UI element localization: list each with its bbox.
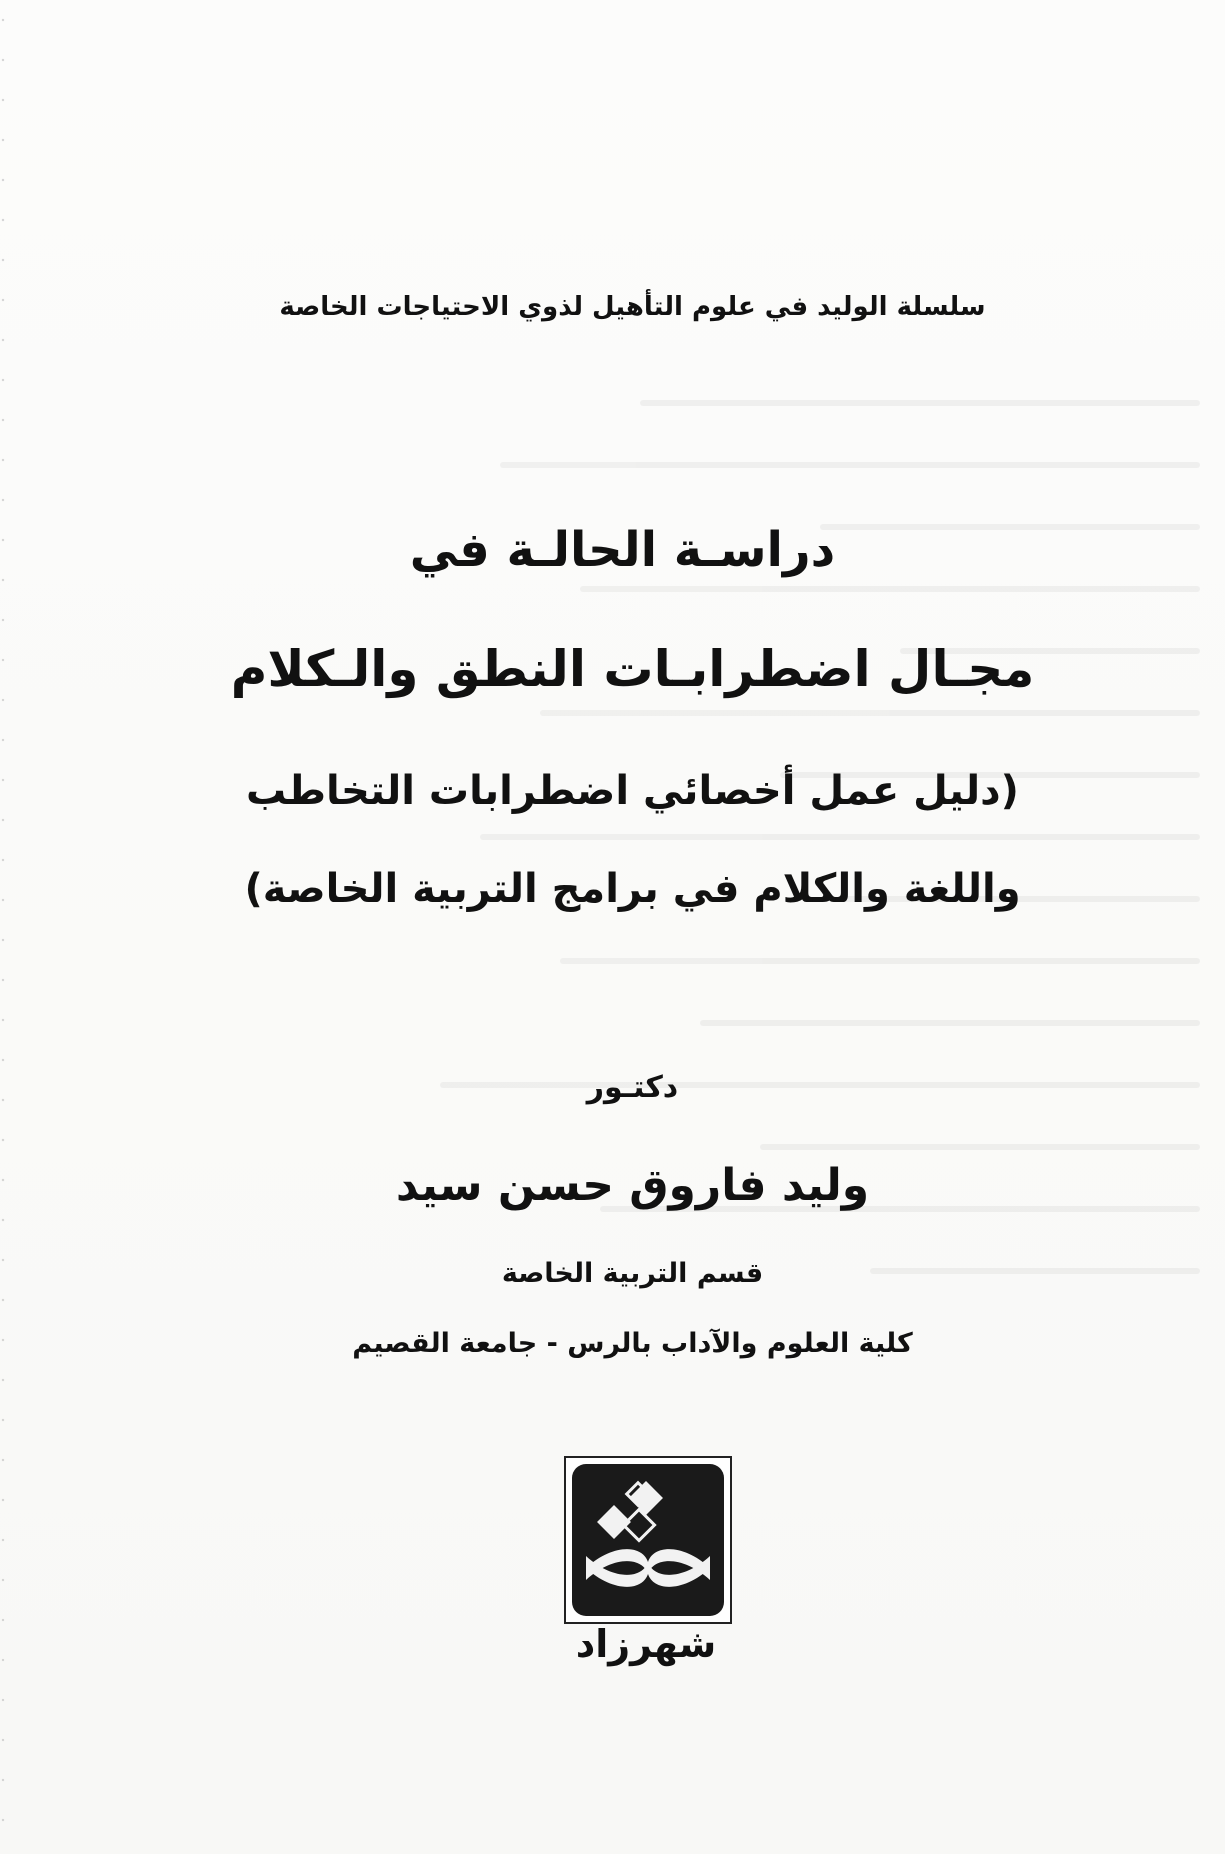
binding-edge	[0, 0, 6, 1854]
publisher-logo	[560, 1456, 732, 1666]
publisher-emblem-icon	[572, 1464, 724, 1616]
publisher-logo-icon	[572, 1464, 724, 1616]
publisher-logo-frame	[564, 1456, 732, 1624]
series-title: سلسلة الوليد في علوم التأهيل لذوي الاحتياجات الخاصة	[279, 292, 986, 322]
author-title: دكتـور	[586, 1070, 679, 1105]
book-title-line-2: مجـال اضطرابـات النطق والـكلام	[230, 640, 1035, 698]
book-title-line-1: دراسـة الحالـة في	[409, 522, 836, 578]
publisher-name: شهرزاد	[575, 1622, 717, 1666]
author-department: قسم التربية الخاصة	[501, 1258, 764, 1289]
book-subtitle-line-2: واللغة والكلام في برامج التربية الخاصة)	[244, 866, 1021, 912]
author-college: كلية العلوم والآداب بالرس - جامعة القصيم	[352, 1328, 913, 1359]
book-subtitle-line-1: (دليل عمل أخصائي اضطرابات التخاطب	[246, 768, 1019, 814]
author-name: وليد فاروق حسن سيد	[395, 1160, 870, 1211]
